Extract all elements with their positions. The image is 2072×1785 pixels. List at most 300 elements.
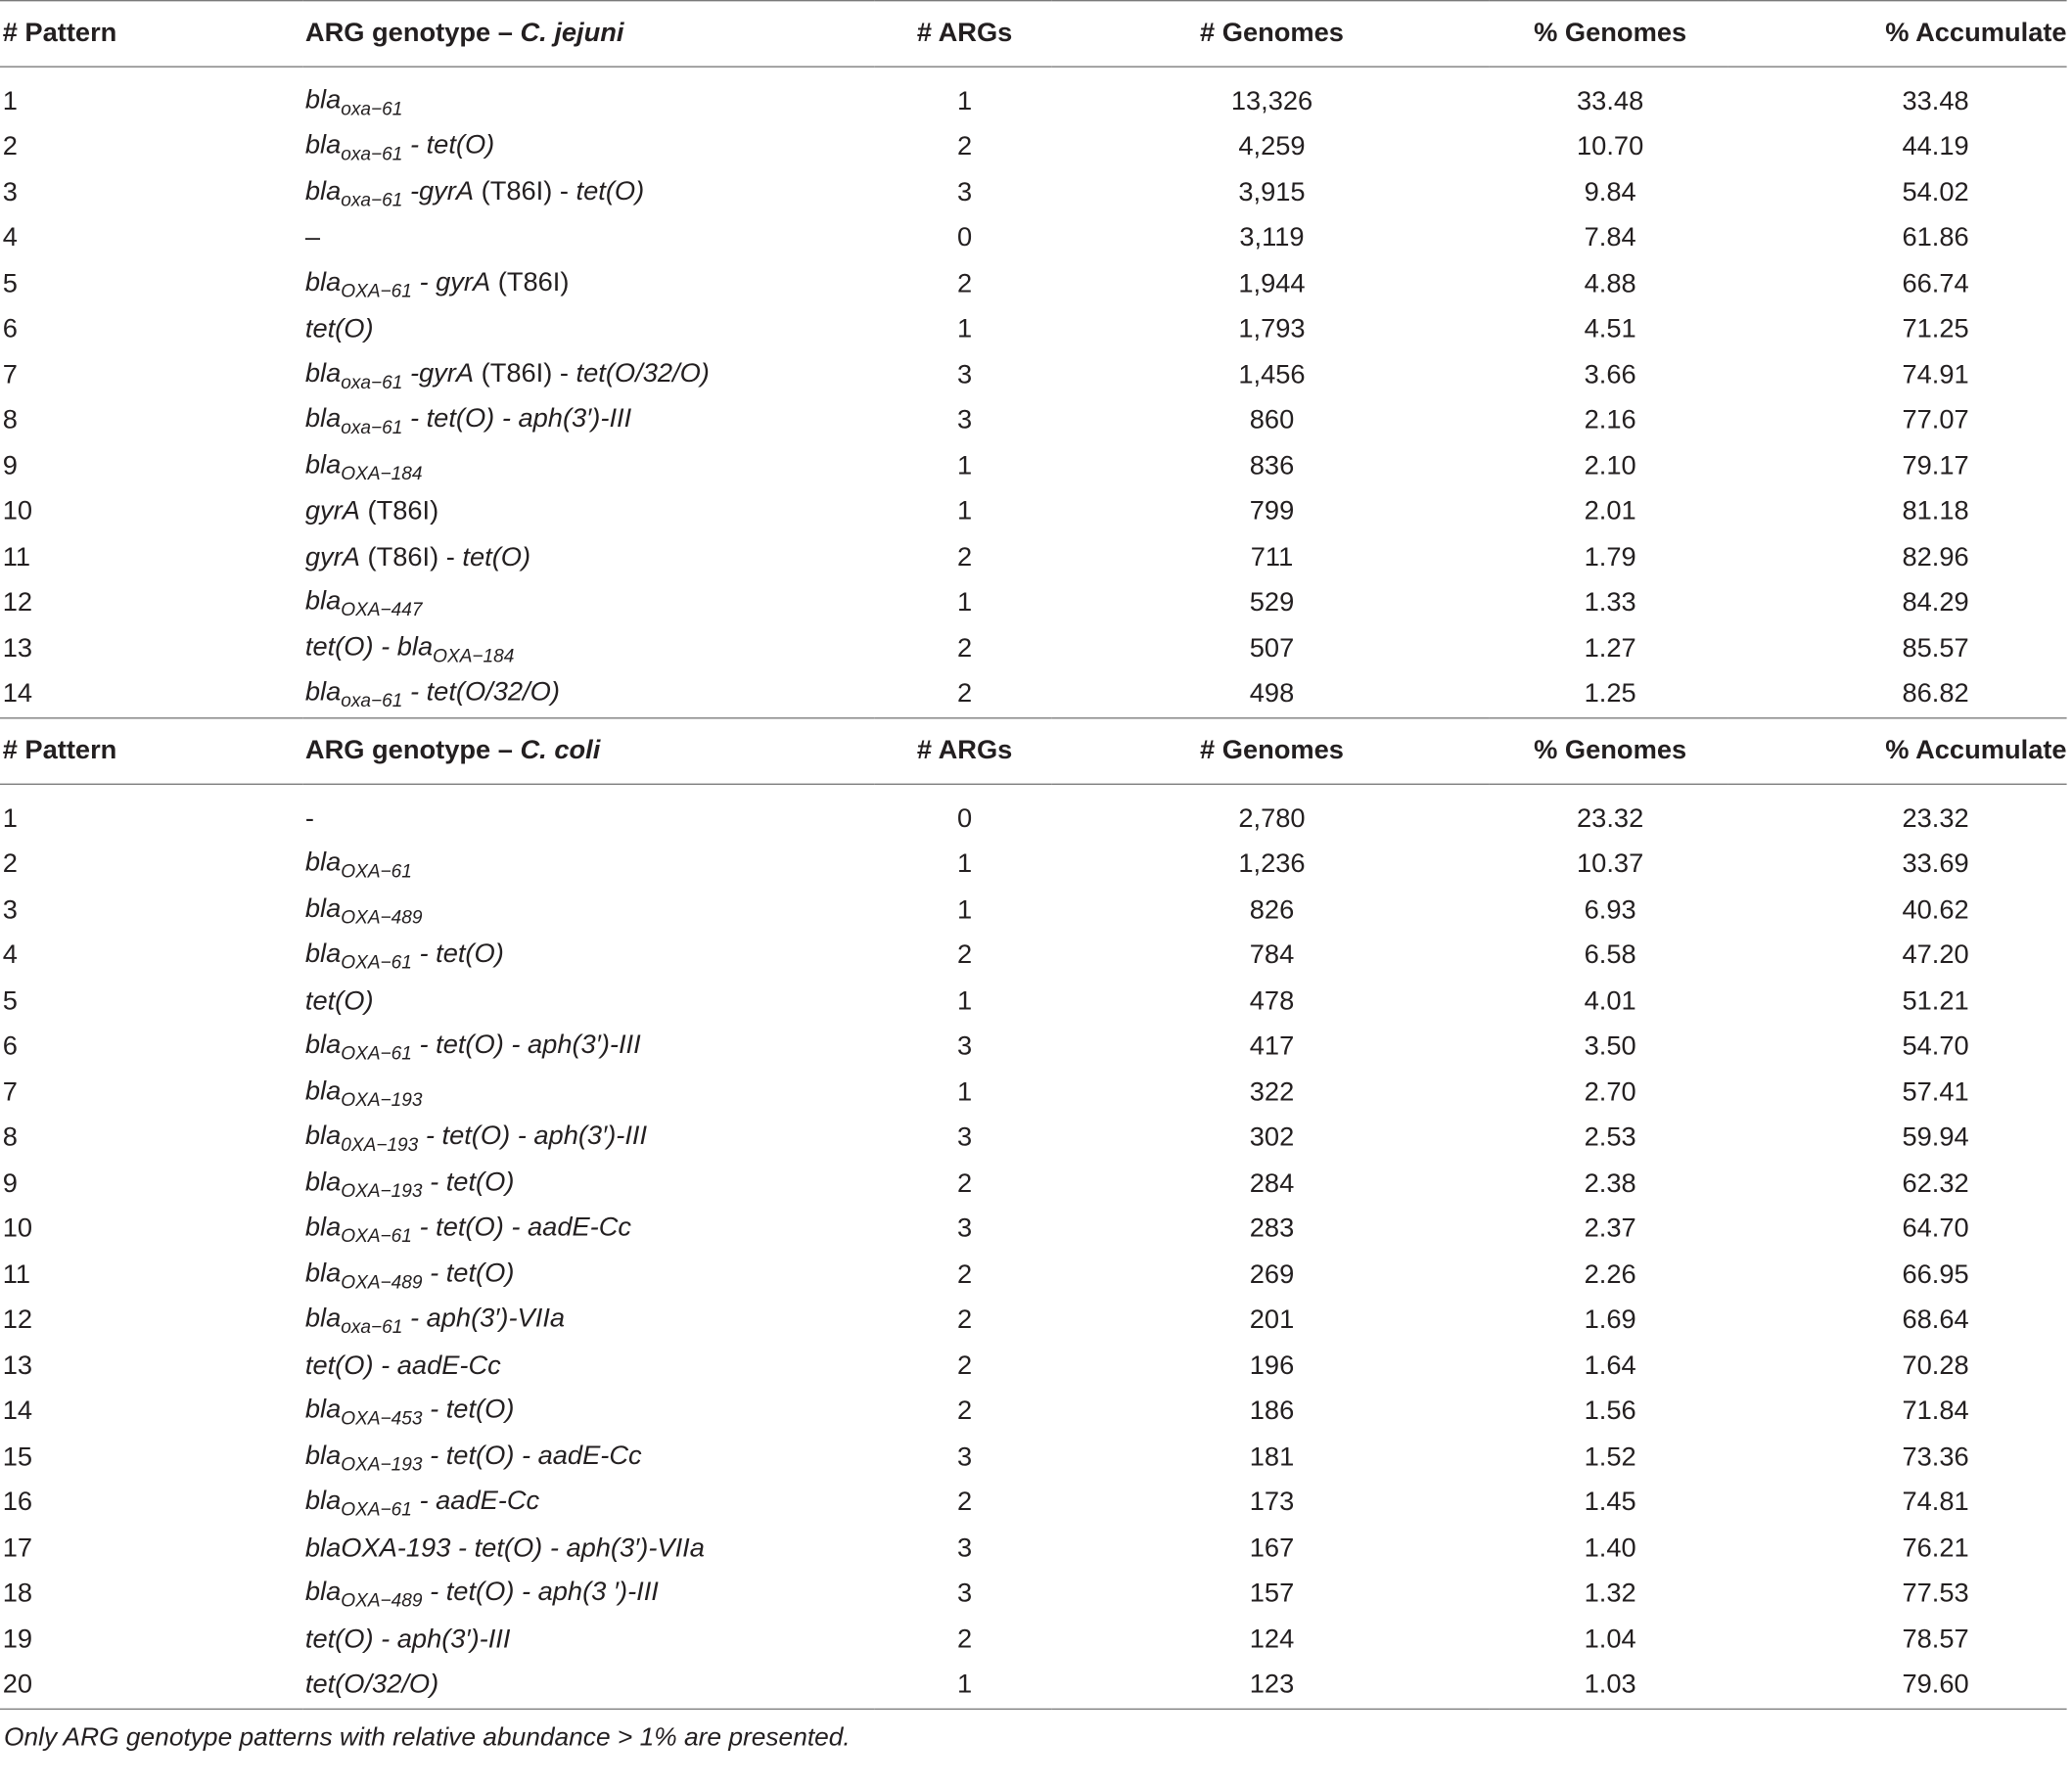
genotype-subscript: oxa−61	[341, 143, 403, 164]
pattern-cell: 4	[2, 940, 18, 971]
pct-accumulate-cell: 74.81	[1902, 1488, 1969, 1518]
genotype-gene: tet(O) - aph(3′)-III	[304, 1625, 511, 1655]
pct-accumulate-cell: 64.70	[1902, 1214, 1969, 1244]
pct-genomes-cell: 1.40	[1584, 1533, 1636, 1563]
args-cell: 1	[957, 86, 973, 116]
table-row	[0, 170, 2067, 216]
genotype-gene: tet(O)	[576, 176, 645, 206]
genotype-text: (T86I) -	[359, 542, 463, 572]
pct-accumulate-cell: 51.21	[1902, 986, 1969, 1016]
pattern-cell: 6	[2, 314, 18, 344]
genotype-subscript: OXA−193	[341, 1452, 423, 1475]
pct-genomes-cell: 2.01	[1584, 496, 1636, 526]
genomes-cell: 826	[1249, 895, 1295, 925]
genotype-gene: bla	[304, 1121, 342, 1152]
pct-accumulate-cell: 79.17	[1902, 451, 1969, 481]
pct-accumulate-cell: 54.02	[1902, 177, 1969, 207]
args-cell: 1	[957, 451, 973, 481]
genotype-gene: - tet(O) - aadE-Cc	[411, 1213, 632, 1243]
args-cell: 3	[957, 1122, 973, 1153]
genotype-subscript: 0XA−193	[341, 1133, 419, 1156]
table-row	[0, 1071, 2067, 1117]
genotype-cell	[302, 580, 875, 626]
args-cell: 1	[957, 849, 973, 880]
genotype-subscript: OXA−489	[341, 1589, 423, 1612]
pct-genomes-cell: 1.03	[1490, 1663, 1728, 1709]
genotype-subscript: OXA−447	[341, 598, 423, 620]
args-cell: 0	[957, 803, 973, 834]
header-row-coli	[0, 718, 2067, 785]
genomes-cell: 302	[1249, 1122, 1295, 1153]
table-row	[0, 1572, 2067, 1618]
pattern-cell: 5	[2, 269, 18, 298]
table-row	[0, 352, 2067, 398]
genotype-gene: bla	[304, 450, 342, 480]
pct-genomes-cell: 1.69	[1584, 1305, 1636, 1335]
genomes-cell: 1,944	[1238, 269, 1306, 298]
genotype-subscript: OXA−184	[341, 462, 423, 483]
pct-genomes-cell: 1.25	[1584, 679, 1636, 709]
genotype-gene: - gyrA	[411, 267, 491, 298]
table-row	[0, 1618, 2067, 1664]
genomes-cell: 3,915	[1238, 177, 1306, 207]
pct-genomes-cell: 7.84	[1584, 223, 1636, 253]
pattern-cell: 17	[2, 1533, 33, 1563]
genotype-gene: - tet(O/32/O)	[402, 677, 560, 708]
pct-accumulate-cell: 78.57	[1902, 1625, 1969, 1655]
pattern-cell: 1	[2, 86, 18, 116]
pattern-cell: 10	[2, 1214, 33, 1244]
genotype-gene: bla	[304, 848, 342, 878]
pattern-cell: 20	[0, 1663, 302, 1709]
genomes-cell: 123	[1052, 1663, 1490, 1709]
pct-accumulate-cell: 23.32	[1902, 803, 1969, 834]
table-row	[0, 672, 2067, 718]
genotype-cell	[302, 672, 875, 718]
genotype-subscript: oxa−61	[341, 1316, 403, 1338]
genotype-gene: tet(O/32/O)	[576, 358, 710, 389]
args-cell: 1	[957, 496, 973, 526]
pattern-cell: 11	[2, 542, 31, 572]
genomes-cell: 836	[1249, 451, 1295, 481]
pct-accumulate-cell: 62.32	[1902, 1168, 1969, 1199]
pct-accumulate-cell: 74.91	[1902, 360, 1969, 389]
genotype-cell	[302, 535, 875, 581]
args-cell: 2	[957, 542, 973, 572]
genotype-cell	[302, 1572, 875, 1618]
genotype-cell	[302, 216, 875, 262]
genotype-cell	[302, 1116, 875, 1162]
pct-accumulate-cell: 71.25	[1902, 314, 1969, 344]
table-row	[0, 125, 2067, 171]
genotype-gene: tet(O)	[304, 314, 374, 344]
table-row	[0, 626, 2067, 672]
genotype-cell	[302, 979, 875, 1025]
genotype-gene: -gyrA	[402, 176, 475, 206]
table-row	[0, 1663, 2067, 1709]
genotype-subscript: OXA−61	[341, 1224, 412, 1247]
genotype-gene: bla	[304, 1304, 342, 1334]
pct-genomes-cell: 33.48	[1577, 86, 1644, 116]
pct-genomes-cell: 2.53	[1584, 1122, 1636, 1153]
genotype-text: –	[304, 223, 321, 253]
header-args: # ARGs	[875, 1, 1052, 68]
pattern-cell: 18	[2, 1579, 33, 1609]
header-pct-accumulate: % Accumulate	[1728, 1, 2067, 68]
header-genotype-prefix: ARG genotype –	[304, 736, 521, 765]
pattern-cell: 2	[2, 849, 18, 880]
args-cell: 2	[957, 633, 973, 664]
genotype-cell	[302, 67, 875, 124]
table-row	[0, 1344, 2067, 1390]
pattern-cell: 16	[2, 1488, 33, 1518]
genotype-cell	[302, 1025, 875, 1071]
genotype-gene: gyrA	[304, 542, 360, 572]
genotype-gene: - aadE-Cc	[411, 1487, 540, 1516]
args-cell: 3	[957, 1031, 973, 1062]
pct-accumulate-cell: 61.86	[1902, 223, 1969, 253]
genotype-gene: bla	[304, 1396, 342, 1425]
genotype-cell	[302, 626, 875, 672]
genotype-cell	[302, 261, 875, 307]
pct-genomes-cell: 4.88	[1584, 269, 1636, 298]
args-cell: 2	[957, 1168, 973, 1199]
pct-accumulate-cell: 82.96	[1902, 542, 1969, 572]
pct-genomes-cell: 2.16	[1584, 405, 1636, 435]
header-pct-genomes: % Genomes	[1490, 718, 1728, 785]
genotype-gene: - tet(O) - aadE-Cc	[422, 1441, 642, 1471]
genomes-cell: 1,456	[1238, 360, 1306, 389]
genotype-gene: bla	[304, 358, 342, 389]
pattern-cell: 19	[2, 1625, 33, 1655]
genomes-cell: 186	[1249, 1396, 1295, 1427]
genomes-cell: 1,236	[1238, 849, 1306, 880]
pct-accumulate-cell: 84.29	[1902, 588, 1969, 618]
pattern-cell: 13	[2, 633, 33, 664]
pct-genomes-cell: 1.79	[1584, 542, 1636, 572]
genotype-cell	[302, 307, 875, 353]
genotype-subscript: OXA−61	[341, 1042, 412, 1065]
genotype-cell	[302, 1162, 875, 1208]
pct-accumulate-cell: 81.18	[1902, 496, 1969, 526]
pattern-cell: 14	[2, 1396, 33, 1427]
genotype-cell	[302, 1390, 875, 1436]
genomes-cell: 417	[1249, 1031, 1295, 1062]
pct-genomes-cell: 1.32	[1584, 1579, 1636, 1609]
genomes-cell: 799	[1249, 496, 1295, 526]
genotype-cell	[302, 1253, 875, 1299]
genotype-subscript: OXA−193	[341, 1088, 423, 1110]
header-pct-genomes: % Genomes	[1490, 1, 1728, 68]
pct-accumulate-cell: 59.94	[1902, 1122, 1969, 1153]
genotype-gene: tet(O) - bla	[304, 632, 434, 663]
genomes-cell: 784	[1249, 940, 1295, 971]
pct-genomes-cell: 1.52	[1584, 1442, 1636, 1472]
genotype-subscript: OXA−61	[341, 279, 412, 301]
genotype-gene: - tet(O)	[422, 1396, 515, 1425]
args-cell: 0	[957, 223, 973, 253]
genotype-cell	[302, 352, 875, 398]
table-body	[0, 1, 2067, 1710]
table-row	[0, 1207, 2067, 1253]
args-cell: 2	[957, 1350, 973, 1381]
genotype-text: (T86I)	[359, 496, 439, 526]
table-row	[0, 843, 2067, 889]
args-cell: 1	[957, 895, 973, 925]
genotype-gene: - aph(3′)-VIIa	[402, 1304, 566, 1334]
pattern-cell: 10	[2, 496, 33, 526]
pattern-cell: 12	[2, 588, 33, 618]
genomes-cell: 181	[1249, 1442, 1295, 1472]
pct-genomes-cell: 2.26	[1584, 1259, 1636, 1290]
genotype-cell	[302, 784, 875, 842]
genotype-gene: gyrA	[304, 496, 360, 526]
header-genotype	[302, 718, 875, 785]
genotype-text: (T86I) -	[474, 176, 576, 206]
table-row	[0, 1253, 2067, 1299]
table-row	[0, 216, 2067, 262]
pct-genomes-cell: 9.84	[1584, 177, 1636, 207]
pct-genomes-cell: 3.50	[1584, 1031, 1636, 1062]
genotype-gene: bla	[304, 893, 342, 924]
genotype-cell	[302, 1435, 875, 1481]
pct-genomes-cell: 1.04	[1584, 1625, 1636, 1655]
args-cell: 2	[957, 1625, 973, 1655]
genomes-cell: 529	[1249, 588, 1295, 618]
header-genotype-species: C. jejuni	[520, 18, 624, 48]
genotype-cell	[302, 1526, 875, 1572]
pct-accumulate-cell: 33.48	[1902, 86, 1969, 116]
genomes-cell: 4,259	[1238, 132, 1306, 162]
pct-accumulate-cell: 47.20	[1902, 940, 1969, 971]
pattern-cell: 4	[2, 223, 18, 253]
table-row	[0, 67, 2067, 124]
genotype-subscript: oxa−61	[341, 690, 403, 711]
pct-genomes-cell: 10.37	[1577, 849, 1644, 880]
pattern-cell: 9	[2, 1168, 18, 1199]
pattern-cell: 1	[2, 803, 18, 834]
pattern-cell: 9	[2, 451, 18, 481]
genotype-gene: - tet(O) - aph(3′)-III	[418, 1121, 648, 1152]
table-row	[0, 1481, 2067, 1527]
table-row	[0, 1116, 2067, 1162]
pct-genomes-cell: 23.32	[1577, 803, 1644, 834]
args-cell: 2	[957, 1396, 973, 1427]
pct-genomes-cell: 2.70	[1584, 1077, 1636, 1108]
pct-genomes-cell: 1.45	[1584, 1488, 1636, 1518]
table-row	[0, 1526, 2067, 1572]
header-row-jejuni	[0, 1, 2067, 68]
header-genotype	[302, 1, 875, 68]
genotype-subscript: OXA−193	[341, 1179, 423, 1201]
genotype-gene: bla	[304, 267, 342, 298]
args-cell: 2	[957, 679, 973, 709]
genotype-gene: - tet(O) - aph(3 ′)-III	[422, 1578, 659, 1608]
genomes-cell: 2,780	[1238, 803, 1306, 834]
pattern-cell: 15	[2, 1442, 33, 1472]
args-cell: 3	[957, 177, 973, 207]
pct-accumulate-cell: 77.53	[1902, 1579, 1969, 1609]
genotype-cell	[302, 1618, 875, 1664]
args-cell: 1	[957, 314, 973, 344]
args-cell: 3	[957, 360, 973, 389]
genotype-gene: tet(O) - aadE-Cc	[304, 1350, 501, 1381]
table-row	[0, 535, 2067, 581]
genotype-subscript: OXA−489	[341, 1270, 423, 1293]
genotype-cell	[302, 170, 875, 216]
pct-accumulate-cell: 76.21	[1902, 1533, 1969, 1563]
genotype-gene: - tet(O)	[422, 1259, 515, 1289]
genotype-text: -	[304, 803, 314, 834]
genotype-cell	[302, 934, 875, 980]
genomes-cell: 13,326	[1230, 86, 1313, 116]
table-row	[0, 1025, 2067, 1071]
genotype-cell	[302, 1207, 875, 1253]
pct-accumulate-cell: 54.70	[1902, 1031, 1969, 1062]
table-row	[0, 444, 2067, 490]
pattern-cell: 8	[2, 1122, 18, 1153]
args-cell: 1	[875, 1663, 1052, 1709]
header-genomes: # Genomes	[1052, 718, 1490, 785]
args-cell: 2	[957, 269, 973, 298]
genotype-text: (T86I) -	[474, 358, 576, 389]
pct-accumulate-cell: 73.36	[1902, 1442, 1969, 1472]
genotype-subscript: oxa−61	[341, 416, 403, 438]
pct-accumulate-cell: 68.64	[1902, 1305, 1969, 1335]
args-cell: 3	[957, 1214, 973, 1244]
pct-genomes-cell: 1.27	[1584, 633, 1636, 664]
pct-accumulate-cell: 33.69	[1902, 849, 1969, 880]
pct-accumulate-cell: 79.60	[1728, 1663, 2067, 1709]
genotype-subscript: oxa−61	[341, 188, 403, 210]
genomes-cell: 322	[1249, 1077, 1295, 1108]
pct-genomes-cell: 2.37	[1584, 1214, 1636, 1244]
genomes-cell: 478	[1249, 986, 1295, 1016]
genotype-subscript: OXA−489	[341, 905, 423, 928]
genotype-gene: bla	[304, 131, 342, 160]
genotype-gene: bla	[304, 939, 342, 970]
genotype-subscript: OXA−61	[341, 951, 412, 973]
pct-genomes-cell: 2.10	[1584, 451, 1636, 481]
genotype-gene: - tet(O) - aph(3′)-III	[411, 1030, 641, 1061]
header-genotype-prefix: ARG genotype –	[304, 18, 521, 48]
pct-accumulate-cell: 57.41	[1902, 1077, 1969, 1108]
args-cell: 3	[957, 1533, 973, 1563]
table-row	[0, 1390, 2067, 1436]
pct-accumulate-cell: 77.07	[1902, 405, 1969, 435]
args-cell: 3	[957, 1579, 973, 1609]
genomes-cell: 860	[1249, 405, 1295, 435]
genotype-gene: - tet(O) - aph(3′)-III	[402, 404, 632, 435]
args-cell: 1	[957, 986, 973, 1016]
genomes-cell: 284	[1249, 1168, 1295, 1199]
genomes-cell: 711	[1250, 542, 1294, 572]
pattern-cell: 3	[2, 177, 18, 207]
pct-genomes-cell: 6.58	[1584, 940, 1636, 971]
genotype-cell	[302, 1071, 875, 1117]
pct-accumulate-cell: 70.28	[1902, 1350, 1969, 1381]
pct-genomes-cell: 1.56	[1584, 1396, 1636, 1427]
pct-accumulate-cell: 40.62	[1902, 895, 1969, 925]
genotype-gene: bla	[304, 176, 342, 206]
pct-accumulate-cell: 71.84	[1902, 1396, 1969, 1427]
args-cell: 2	[957, 1488, 973, 1518]
genotype-gene: bla	[304, 1167, 342, 1197]
genotype-gene: blaOXA-193 - tet(O) - aph(3′)-VIIa	[304, 1533, 705, 1563]
pattern-cell: 13	[2, 1350, 33, 1381]
genotype-cell	[302, 398, 875, 444]
genotype-subscript: oxa−61	[341, 371, 403, 392]
genotype-gene: tet(O)	[462, 542, 531, 572]
genomes-cell: 498	[1249, 679, 1295, 709]
table-row	[0, 1435, 2067, 1481]
pct-genomes-cell: 10.70	[1577, 132, 1644, 162]
genomes-cell: 507	[1249, 633, 1295, 664]
genomes-cell: 201	[1249, 1305, 1295, 1335]
genotype-gene: tet(O/32/O)	[304, 1670, 439, 1700]
genotype-cell	[302, 888, 875, 934]
table-footnote: Only ARG genotype patterns with relative abundance > 1% are presented.	[4, 1722, 851, 1753]
pattern-cell: 6	[2, 1031, 18, 1062]
table-row	[0, 934, 2067, 980]
pattern-cell: 8	[2, 405, 18, 435]
genotype-text: (T86I)	[490, 267, 570, 298]
genotype-subscript: oxa−61	[341, 97, 403, 119]
genotype-gene: bla	[304, 1441, 342, 1471]
table-row	[0, 489, 2067, 535]
genotype-gene: bla	[304, 1076, 342, 1106]
genotype-cell	[302, 1344, 875, 1390]
pattern-cell: 12	[2, 1305, 33, 1335]
genotype-gene: - tet(O)	[402, 131, 495, 160]
header-args: # ARGs	[875, 718, 1052, 785]
genomes-cell: 157	[1249, 1579, 1295, 1609]
genotype-gene: -gyrA	[402, 358, 475, 389]
pct-accumulate-cell: 66.95	[1902, 1259, 1969, 1290]
genotype-gene: - tet(O)	[411, 939, 504, 970]
pct-accumulate-cell: 66.74	[1902, 269, 1969, 298]
pct-accumulate-cell: 86.82	[1902, 679, 1969, 709]
header-pattern: # Pattern	[0, 718, 302, 785]
genotype-gene: - tet(O)	[422, 1167, 515, 1197]
header-pattern: # Pattern	[0, 1, 302, 68]
args-cell: 1	[957, 1077, 973, 1108]
header-genomes: # Genomes	[1052, 1, 1490, 68]
pct-genomes-cell: 2.38	[1584, 1168, 1636, 1199]
genotype-cell	[302, 843, 875, 889]
pct-genomes-cell: 1.33	[1584, 588, 1636, 618]
genotype-cell	[302, 125, 875, 171]
genotype-gene: bla	[304, 1487, 342, 1516]
args-cell: 2	[957, 1259, 973, 1290]
table-row	[0, 261, 2067, 307]
pattern-cell: 11	[2, 1259, 31, 1290]
pct-accumulate-cell: 85.57	[1902, 633, 1969, 664]
table-row	[0, 307, 2067, 353]
genotype-cell	[302, 489, 875, 535]
table-row	[0, 1162, 2067, 1208]
header-pct-accumulate: % Accumulate	[1728, 718, 2067, 785]
genomes-cell: 1,793	[1238, 314, 1306, 344]
pattern-cell: 5	[2, 986, 18, 1016]
table-row	[0, 979, 2067, 1025]
header-genotype-species: C. coli	[520, 736, 601, 765]
args-cell: 3	[957, 405, 973, 435]
args-cell: 2	[957, 1305, 973, 1335]
pattern-cell: 2	[2, 132, 18, 162]
genotype-gene: bla	[304, 404, 342, 435]
genotype-gene: bla	[304, 1259, 342, 1289]
